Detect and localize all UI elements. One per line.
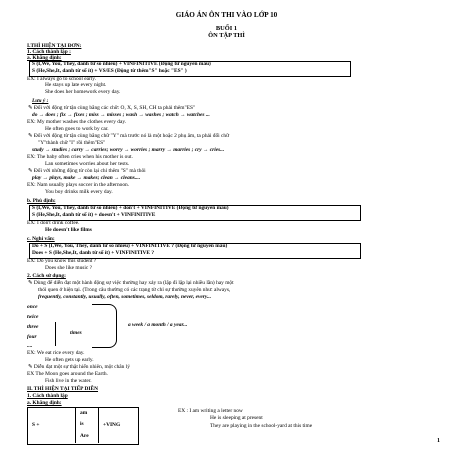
- continuous-am: am: [80, 410, 88, 416]
- continuous-is: is: [80, 421, 84, 427]
- formula-line-1: S (I,We, You, They, danh từ số nhiều) + VINFINITIVE (Động từ nguyên mẫu): [32, 61, 211, 67]
- usage-2: ✎ Diễn đạt một sự thật hiển nhiên, một chân lý: [28, 364, 130, 370]
- continuous-subject: S +: [32, 422, 40, 428]
- question-formula-2: Does + S (He,She,It, danh từ số ít) + VINFINITIVE ?: [32, 250, 155, 256]
- continuous-example-2: He is sleeping at present: [210, 415, 263, 421]
- lesson-title: BUỔI 1: [215, 25, 238, 32]
- example-11: He often gets up early.: [45, 357, 94, 363]
- pencil-icon: ✎: [28, 133, 34, 139]
- frequency-twice: twice: [27, 314, 39, 320]
- rule-1: ✎ Đối với động từ tận cùng bằng các chữ: O, X, S, SH, CH ta phải thêm"ES": [28, 105, 196, 111]
- example-13: Fish live in the water.: [45, 378, 92, 384]
- negative-formula-1: S (I,We, You, They, danh từ số nhiều) + don't + VINFINITIVE (Động từ nguyên mẫu): [32, 205, 229, 211]
- pencil-icon: ✎: [28, 280, 34, 286]
- negative-example-2: He doesn't like films: [45, 227, 92, 233]
- rule-1-examples: do → does ; fix → fixes ; miss → misses ; wash → washes ; watch → watches ...: [32, 112, 210, 118]
- example-3: She does her homework every day.: [45, 89, 121, 95]
- rule-3: ✎ Đối với những động từ còn lại chỉ thêm "S" mà thôi: [28, 168, 146, 174]
- negative-formula-2: S (He,She,It, danh từ số ít) + doesn't + VINFINITIVE: [32, 212, 156, 218]
- section-2-affirmative-heading: a. Khẳng định:: [27, 400, 62, 406]
- rule-2: ✎ Đối với động từ tận cùng bằng chữ "Y" mà trước nó là một hoặc 2 phụ âm, ta phải đổi chữ: [28, 133, 230, 139]
- example-10: EX: We eat rice every day.: [27, 350, 85, 356]
- doc-title: GIÁO ÁN ÔN THI VÀO LỚP 10: [175, 11, 278, 19]
- example-2: He stays up late every night.: [45, 82, 107, 88]
- adverbs-list: frequently, constantly, usually, often, sometimes, seldom, rarely, never, every...: [38, 294, 212, 300]
- question-example-1: EX: Do you know this student ?: [27, 258, 97, 264]
- frequency-more: ....: [27, 343, 33, 349]
- question-example-2: Does she like music ?: [45, 265, 93, 271]
- usage-heading: 2. Cách sử dụng:: [27, 273, 66, 279]
- usage-1-continued: thói quen ở hiện tại. (Trong câu thường có các trạng từ chỉ sự thường xuyên như: always,: [38, 287, 231, 293]
- frequency-times: times: [70, 330, 82, 336]
- page-number: 1: [437, 438, 440, 444]
- continuous-ving: +VING: [103, 422, 121, 428]
- section-1-heading: I.THÌ HIỆN TẠI ĐƠN:: [27, 43, 82, 49]
- frequency-once: once: [27, 304, 38, 310]
- lesson-subtitle: ÔN TẬP THÌ: [208, 32, 245, 39]
- pencil-icon: ✎: [28, 364, 34, 370]
- formula-line-2: S (He,She,It, danh từ số ít) + VS/ES (Động từ thêm"S" hoặc "ES" ): [32, 68, 187, 74]
- question-heading: c. Nghi vấn:: [27, 236, 55, 242]
- example-4: EX: My mother washes the clothes every day.: [27, 119, 127, 125]
- rule-2-continued: "Y"thành chữ "I" rồi thêm"ES": [38, 140, 106, 146]
- frequency-brace: [92, 304, 117, 348]
- continuous-example-1: EX : I am writing a letter now: [178, 408, 243, 414]
- frequency-period: a week / a month / a year...: [128, 322, 188, 328]
- example-5: He often goes to work by car.: [45, 126, 109, 132]
- negative-heading: b. Phủ định:: [27, 198, 56, 204]
- usage-1: ✎ Dùng để diễn đạt một hành động sự việc thường hay xảy ra (lặp đi lặp lại nhiều lần) hay một: [28, 280, 234, 286]
- pencil-icon: ✎: [28, 105, 34, 111]
- rule-3-examples: play → plays, make → makes; clean → cleans....: [32, 175, 141, 181]
- example-6: EX: The baby often cries when his mother is out.: [27, 154, 133, 160]
- section-2-heading: II. THÌ HIỆN TẠI TIẾP DIỄN: [27, 386, 99, 392]
- pencil-icon: ✎: [28, 168, 34, 174]
- formation-heading: 1. Cách thành lập :: [27, 49, 71, 55]
- affirmative-heading: a. Khẳng định:: [27, 55, 62, 61]
- note-heading: Lưu ý :: [32, 98, 49, 104]
- frequency-four: four: [27, 334, 37, 340]
- frequency-three: three: [27, 324, 39, 330]
- continuous-formula-divider-left: [75, 407, 76, 443]
- example-1: EX: I always go to school early.: [27, 76, 96, 82]
- example-7: Lan sometimes worries about her tests.: [45, 161, 130, 167]
- question-formula-1: Do + S (I,We, You, They, danh từ số nhiều) + VINFINITIVE ? (Động từ nguyên mẫu): [32, 243, 228, 249]
- continuous-example-3: They are playing in the school-yard at this time: [210, 423, 313, 429]
- example-12: EX The Moon goes around the Earth.: [27, 371, 108, 377]
- frequency-bracket-line: [55, 322, 56, 346]
- rule-2-examples: study → studies ; carry → carries; worry → worries ; marry → marries ; cry → cries...: [32, 147, 225, 153]
- continuous-are: Are: [80, 433, 89, 439]
- example-8: EX: Nam usually plays soccer in the afternoon.: [27, 182, 130, 188]
- negative-example-1: EX: I don't drink coffee.: [27, 220, 80, 226]
- section-2-formation-heading: 1. Cách thành lập: [27, 393, 68, 399]
- example-9: You boy drinks milk every day.: [45, 189, 113, 195]
- continuous-formula-divider-right: [98, 407, 99, 443]
